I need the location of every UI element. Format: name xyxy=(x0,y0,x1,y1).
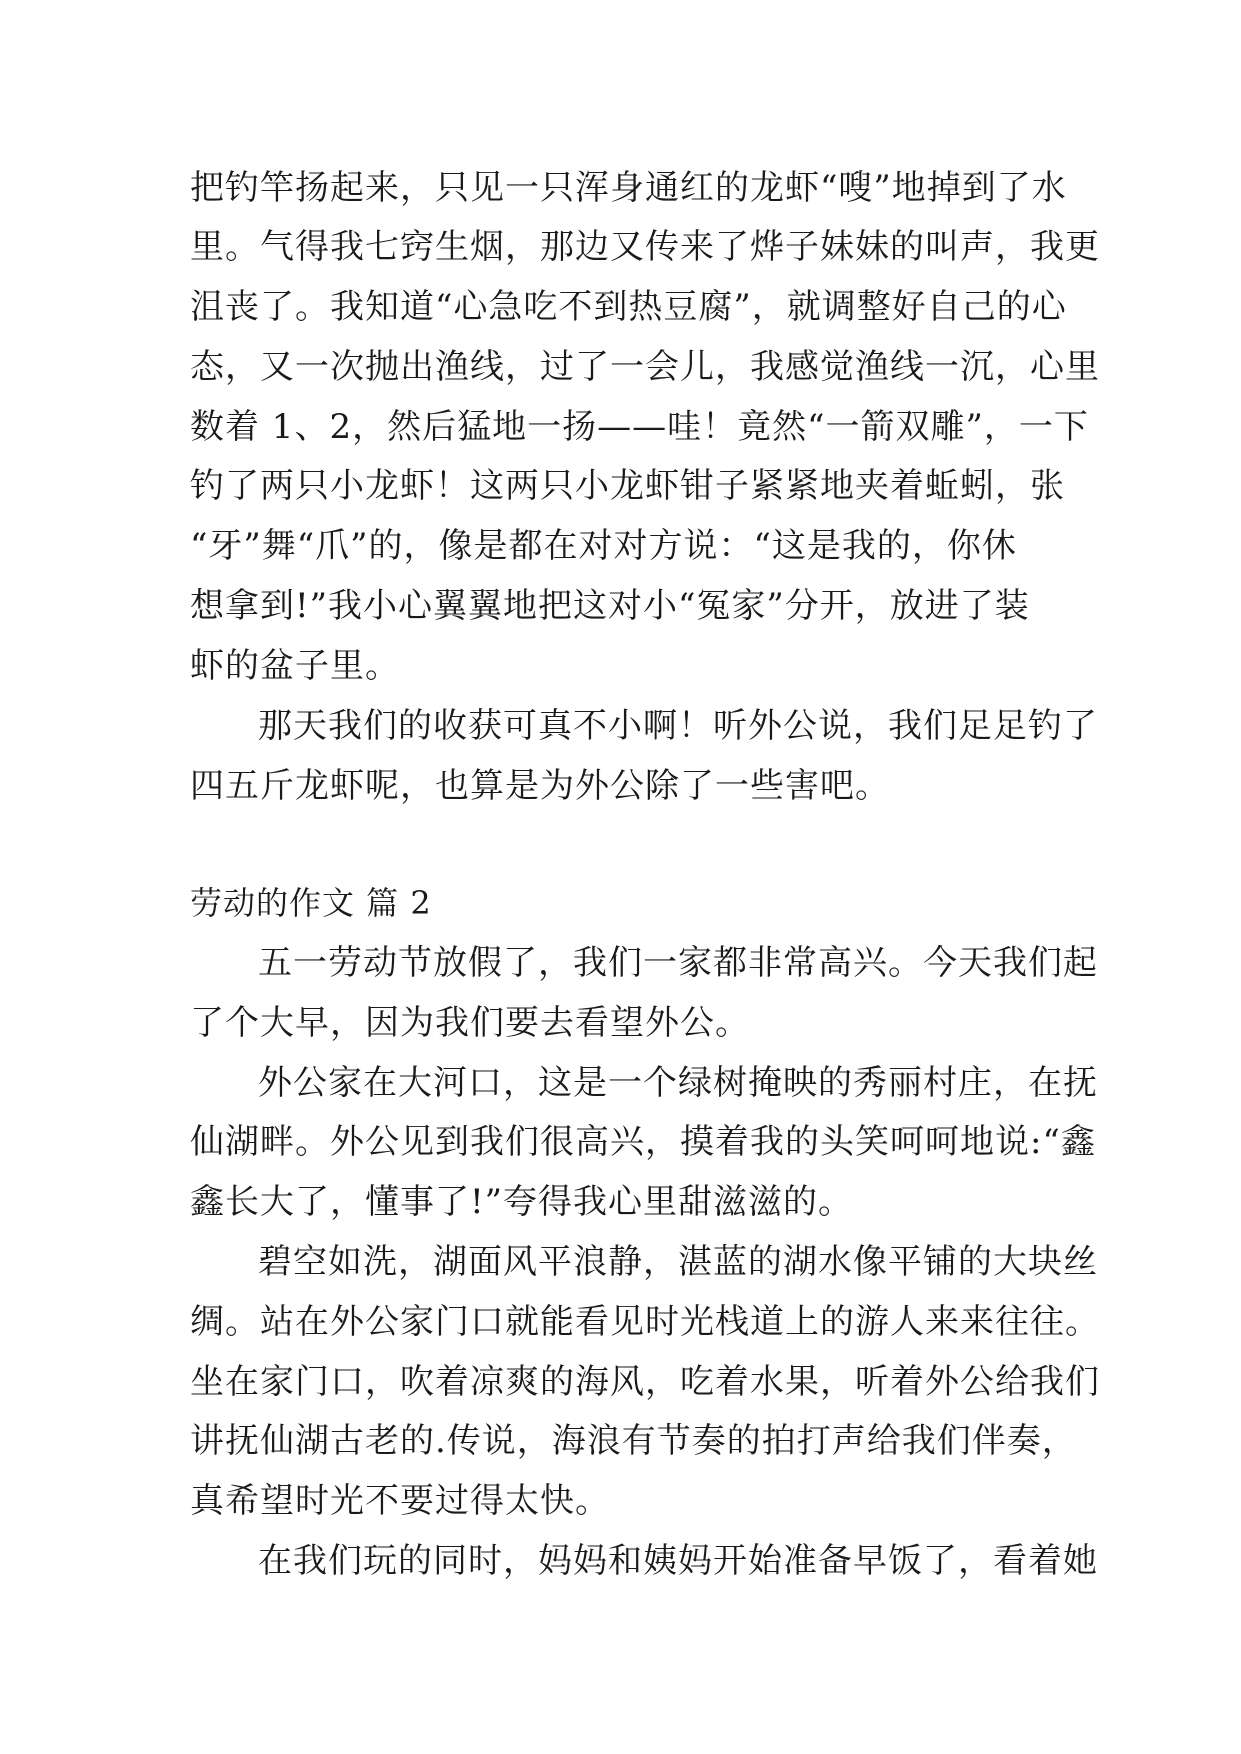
paragraph-first-line: 五一劳动节放假了，我们一家都非常高兴。今天我们起 xyxy=(258,943,1098,983)
section-heading: 劳动的作文 篇 2 xyxy=(190,884,432,922)
paragraph-first-line: 碧空如洗，湖面风平浪静，湛蓝的湖水像平铺的大块丝 xyxy=(258,1242,1098,1282)
text-line: 钓了两只小龙虾！这两只小龙虾钳子紧紧地夹着蚯蚓，张 xyxy=(190,466,1065,506)
text-line: 真希望时光不要过得太快。 xyxy=(190,1481,610,1521)
text-line: 把钓竿扬起来，只见一只浑身通红的龙虾“嗖”地掉到了水 xyxy=(190,168,1067,208)
text-line: 想拿到!”我小心翼翼地把这对小“冤家”分开，放进了装 xyxy=(190,586,1030,626)
text-line: 数着 1、2，然后猛地一扬——哇！竟然“一箭双雕”，一下 xyxy=(190,407,1089,447)
text-line: 讲抚仙湖古老的.传说，海浪有节奏的拍打声给我们伴奏， xyxy=(190,1421,1077,1461)
text-line: 绸。站在外公家门口就能看见时光栈道上的游人来来往往。 xyxy=(190,1302,1100,1342)
text-line: 了个大早，因为我们要去看望外公。 xyxy=(190,1003,750,1043)
text-line: 里。气得我七窍生烟，那边又传来了烨子妹妹的叫声，我更 xyxy=(190,227,1100,267)
text-line: 仙湖畔。外公见到我们很高兴，摸着我的头笑呵呵地说:“鑫 xyxy=(190,1122,1096,1162)
text-line: 鑫长大了，懂事了!”夸得我心里甜滋滋的。 xyxy=(190,1182,854,1222)
text-line: “牙”舞“爪”的，像是都在对对方说：“这是我的，你休 xyxy=(190,526,1017,566)
paragraph-first-line: 外公家在大河口，这是一个绿树掩映的秀丽村庄，在抚 xyxy=(258,1063,1098,1103)
text-line: 沮丧了。我知道“心急吃不到热豆腐”，就调整好自己的心 xyxy=(190,287,1067,327)
text-line: 四五斤龙虾呢，也算是为外公除了一些害吧。 xyxy=(190,766,890,806)
text-line: 虾的盆子里。 xyxy=(190,646,400,686)
paragraph-first-line: 在我们玩的同时，妈妈和姨妈开始准备早饭了，看着她 xyxy=(258,1541,1098,1581)
text-line: 态，又一次抛出渔线，过了一会儿，我感觉渔线一沉，心里 xyxy=(190,347,1100,387)
text-line: 坐在家门口，吹着凉爽的海风，吃着水果，听着外公给我们 xyxy=(190,1362,1100,1402)
paragraph-first-line: 那天我们的收获可真不小啊！听外公说，我们足足钓了 xyxy=(258,706,1098,746)
